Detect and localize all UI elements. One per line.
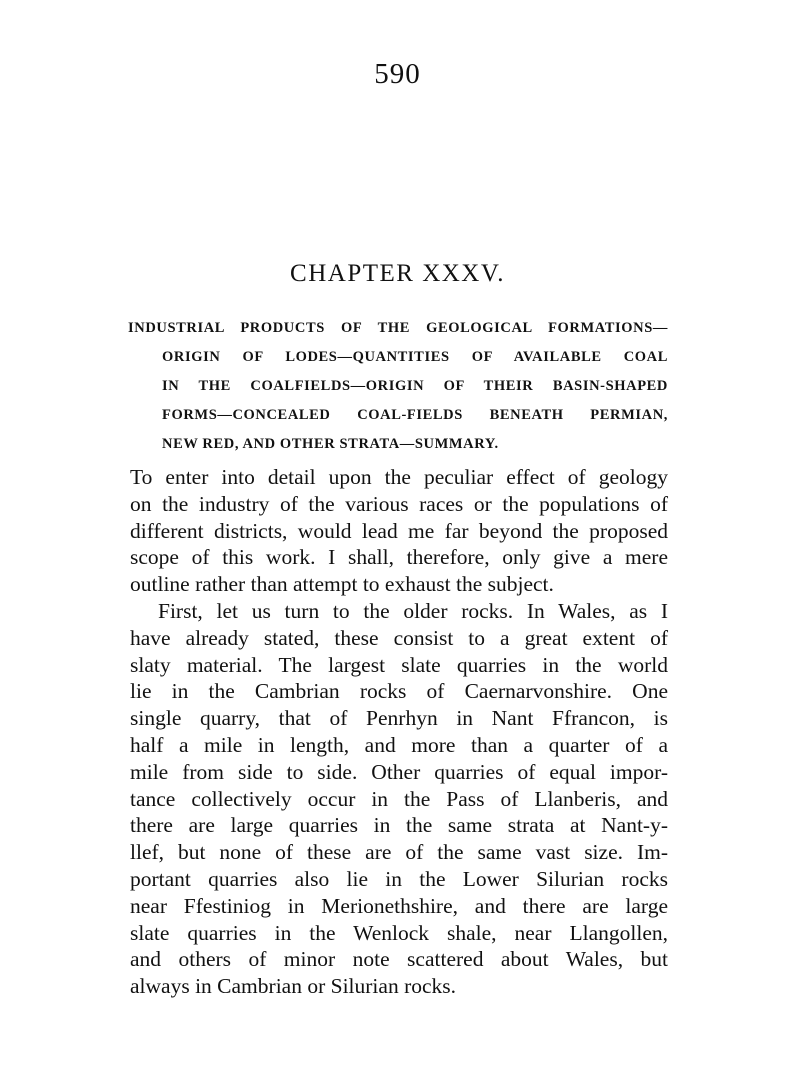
- text-line: different districts, would lead me far beyond the proposed: [130, 518, 668, 543]
- text-line: llef, but none of these are of the same vast size. Im-: [130, 840, 668, 865]
- text-line: always in Cambrian or Silurian rocks.: [130, 974, 457, 999]
- text-line: scope of this work. I shall, therefore, only give a mere: [130, 545, 668, 570]
- body-text: [130, 464, 668, 1000]
- text-line: near Ffestiniog in Merionethshire, and there are large: [130, 893, 668, 918]
- text-line: slate quarries in the Wenlock shale, near Llangollen,: [130, 920, 668, 945]
- chapter-title: CHAPTER XXXV.: [290, 260, 505, 287]
- summary-line: NEW RED, AND OTHER STRATA—SUMMARY.: [162, 436, 499, 452]
- paragraph-2: [130, 598, 668, 1000]
- text-line: tance collectively occur in the Pass of Llanberis, and: [130, 786, 668, 811]
- summary-line: FORMS—CONCEALED COAL-FIELDS BENEATH PERMIAN,: [162, 407, 668, 423]
- paragraph-1: [130, 464, 668, 598]
- text-line: First, let us turn to the older rocks. In Wales, as I: [158, 598, 668, 623]
- text-line: and others of minor note scattered about Wales, but: [130, 947, 668, 972]
- text-line: slaty material. The largest slate quarries in the world: [130, 652, 668, 677]
- summary-line: INDUSTRIAL PRODUCTS OF THE GEOLOGICAL FORMATIONS—: [128, 320, 668, 336]
- chapter-summary: [128, 314, 668, 459]
- text-line: portant quarries also lie in the Lower Silurian rocks: [130, 866, 668, 891]
- summary-line: ORIGIN OF LODES—QUANTITIES OF AVAILABLE COAL: [162, 349, 668, 365]
- text-line: mile from side to side. Other quarries of equal impor-: [130, 759, 668, 784]
- text-line: on the industry of the various races or the populations of: [130, 491, 668, 516]
- text-line: have already stated, these consist to a great extent of: [130, 625, 668, 650]
- text-line: lie in the Cambrian rocks of Caernarvonshire. One: [130, 679, 668, 704]
- text-line: single quarry, that of Penrhyn in Nant Ffrancon, is: [130, 706, 668, 731]
- text-line: outline rather than attempt to exhaust the subject.: [130, 572, 554, 597]
- page-number: 590: [374, 58, 421, 90]
- text-line: To enter into detail upon the peculiar effect of geology: [130, 465, 668, 489]
- text-line: there are large quarries in the same strata at Nant-y-: [130, 813, 668, 838]
- text-line: half a mile in length, and more than a quarter of a: [130, 732, 668, 757]
- summary-line: IN THE COALFIELDS—ORIGIN OF THEIR BASIN-SHAPED: [162, 378, 668, 394]
